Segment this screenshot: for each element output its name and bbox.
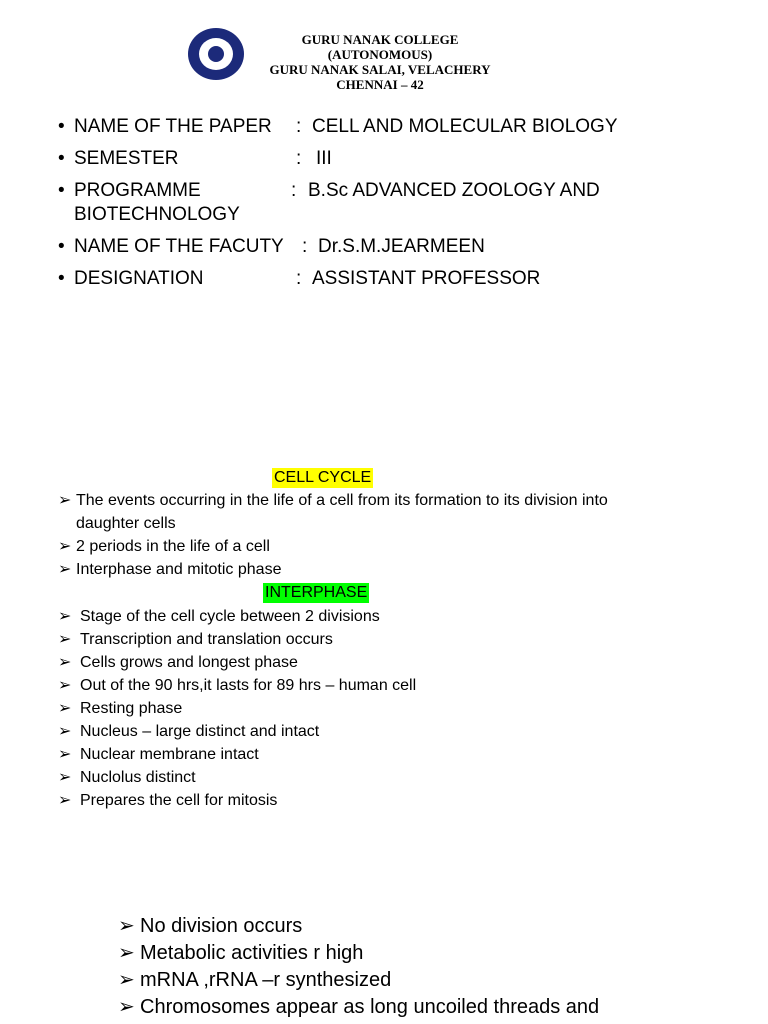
arrow-bullet-icon: ➢ xyxy=(58,769,72,786)
list-item: ➢ Stage of the cell cycle between 2 divisions xyxy=(58,605,416,628)
info-value: CELL AND MOLECULAR BIOLOGY xyxy=(312,116,618,137)
info-key: NAME OF THE FACUTY xyxy=(74,236,284,257)
info-colon: : xyxy=(296,268,302,289)
college-city: CHENNAI – 42 xyxy=(336,77,424,92)
arrow-bullet-icon: ➢ xyxy=(58,792,72,809)
info-value: ASSISTANT PROFESSOR xyxy=(312,268,541,289)
bullet-icon: • xyxy=(58,148,65,169)
arrow-bullet-icon: ➢ xyxy=(58,654,72,671)
list-item: ➢ Nuclolus distinct xyxy=(58,766,416,789)
list-item-continued: daughter cells xyxy=(76,515,176,532)
info-value: B.Sc ADVANCED ZOOLOGY AND xyxy=(308,180,600,201)
arrow-bullet-icon: ➢ xyxy=(58,746,72,763)
college-header xyxy=(188,28,518,98)
info-key: NAME OF THE PAPER xyxy=(74,116,272,137)
cell-cycle-heading: CELL CYCLE xyxy=(274,469,372,486)
arrow-bullet-icon: ➢ xyxy=(58,492,72,509)
list-item: ➢ Metabolic activities r high xyxy=(118,940,599,967)
college-address xyxy=(250,32,510,92)
info-key: PROGRAMME xyxy=(74,180,201,201)
list-item: ➢ Transcription and translation occurs xyxy=(58,628,416,651)
list-item: ➢ Out of the 90 hrs,it lasts for 89 hrs – human cell xyxy=(58,674,416,697)
arrow-bullet-icon: ➢ xyxy=(58,631,72,648)
list-item: ➢ Prepares the cell for mitosis xyxy=(58,789,416,812)
interphase-heading: INTERPHASE xyxy=(265,584,368,601)
list-item: ➢ mRNA ,rRNA –r synthesized xyxy=(118,967,599,994)
arrow-bullet-icon: ➢ xyxy=(58,700,72,717)
arrow-bullet-icon: ➢ xyxy=(58,608,72,625)
arrow-bullet-icon: ➢ xyxy=(58,561,72,578)
list-item: ➢ Nucleus – large distinct and intact xyxy=(58,720,416,743)
interphase-list xyxy=(58,605,416,812)
continued-list xyxy=(118,913,599,1021)
arrow-bullet-icon: ➢ xyxy=(58,538,72,555)
info-key: DESIGNATION xyxy=(74,268,204,289)
arrow-bullet-icon: ➢ xyxy=(118,969,135,991)
list-item: ➢ Chromosomes appear as long uncoiled threads and xyxy=(118,994,599,1021)
college-seal-icon xyxy=(188,28,244,80)
bullet-icon: • xyxy=(58,116,65,137)
arrow-bullet-icon: ➢ xyxy=(58,723,72,740)
bullet-icon: • xyxy=(58,180,65,201)
list-item: ➢ Resting phase xyxy=(58,697,416,720)
college-name: GURU NANAK COLLEGE xyxy=(301,32,459,47)
info-colon: : xyxy=(291,180,297,201)
list-item: ➢ 2 periods in the life of a cell xyxy=(58,535,608,558)
list-item: ➢ Interphase and mitotic phase xyxy=(58,558,608,581)
info-value: III xyxy=(316,148,332,169)
list-item: ➢ Cells grows and longest phase xyxy=(58,651,416,674)
arrow-bullet-icon: ➢ xyxy=(118,942,135,964)
arrow-bullet-icon: ➢ xyxy=(118,915,135,937)
college-street: GURU NANAK SALAI, VELACHERY xyxy=(269,62,491,77)
info-value: Dr.S.M.JEARMEEN xyxy=(318,236,485,257)
info-colon: : xyxy=(302,236,308,257)
cell-cycle-list xyxy=(58,489,608,581)
arrow-bullet-icon: ➢ xyxy=(58,677,72,694)
bullet-icon: • xyxy=(58,236,65,257)
info-value-continued: BIOTECHNOLOGY xyxy=(74,204,240,225)
list-item: ➢ Nuclear membrane intact xyxy=(58,743,416,766)
list-item: ➢ The events occurring in the life of a cell from its formation to its division into xyxy=(58,489,608,512)
info-key: SEMESTER xyxy=(74,148,179,169)
info-colon: : xyxy=(296,116,302,137)
list-item: ➢ No division occurs xyxy=(118,913,599,940)
bullet-icon: • xyxy=(58,268,65,289)
college-status: (AUTONOMOUS) xyxy=(327,47,433,62)
info-colon: : xyxy=(296,148,302,169)
arrow-bullet-icon: ➢ xyxy=(118,996,135,1018)
